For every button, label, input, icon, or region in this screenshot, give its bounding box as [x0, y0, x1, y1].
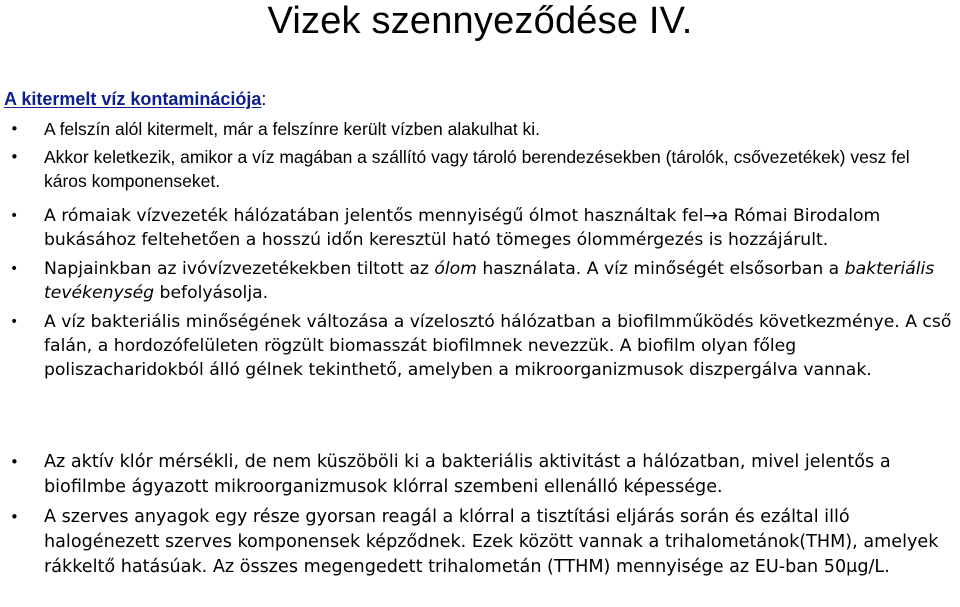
emphasis-text: ólom — [434, 259, 477, 279]
arrow-icon: → — [703, 206, 718, 226]
bullet-text-part: a Római Birodalom bukásához feltehetően a hosszú időn keresztül ható tömeges ólommérgezés is hozzájárult. — [44, 206, 881, 250]
bullet-item — [0, 310, 960, 382]
bullet-icon: • — [10, 120, 19, 138]
bullet-icon: • — [10, 453, 19, 471]
bullet-text: Akkor keletkezik, amikor a víz magában a szállító vagy tároló berendezésekben (tárolók, csővezetékek) vesz fel káros komponenseket. — [44, 147, 910, 191]
bullet-item — [0, 145, 960, 193]
bullet-text-part: Napjainkban az ivóvízvezetékekben tiltott az — [44, 259, 435, 279]
bullet-item — [0, 204, 960, 252]
slide-title: Vizek szennyeződése IV. — [267, 0, 693, 42]
section-heading — [4, 88, 266, 110]
section-heading-label: A kitermelt víz kontaminációja — [4, 89, 262, 109]
bullet-icon: • — [10, 261, 19, 277]
bullet-text: Az aktív klór mérsékli, de nem küszöböli ki a bakteriális aktivitást a hálózatban, mivel jelentős a biofilmbe ágyazott mikroorganizmusok klórral szembeni ellenálló képessége. — [44, 452, 891, 497]
bullet-item — [0, 257, 960, 305]
bullet-list-intro — [0, 117, 960, 197]
bullet-text-part: használata. A víz minőségét elsősorban a — [476, 259, 845, 279]
bullet-text: A víz bakteriális minőségének változása a vízelosztó hálózatban a biofilmműködés következménye. A cső falán, a hordozófelületen rögzült biomasszát biofilmnek nevezzük. A biofilm olyan főleg poliszacharidokból álló gélnek tekinthető, amelyben a mikroorganizmusok diszpergálva vannak. — [44, 312, 952, 380]
bullet-list-main — [0, 204, 960, 387]
bullet-icon: • — [10, 508, 19, 526]
bullet-item — [0, 450, 960, 500]
bullet-text-part: A rómaiak vízvezeték hálózatában jelentős mennyiségű ólmot használtak fel — [44, 206, 704, 226]
bullet-text-part: befolyásolja. — [154, 283, 269, 303]
section-heading-colon: : — [261, 89, 267, 109]
bullet-text: A szerves anyagok egy része gyorsan reagál a klórral a tisztítási eljárás során és ezáltal illó halogénezett szerves komponensek képződnek. Ezek között vannak a trihalometánok(THM), amelyek rákkeltő hatásúak. Az összes megengedett trihalometán (TTHM) mennyisége az EU-ban 50μg/L. — [44, 507, 939, 577]
bullet-list-chlorine — [0, 450, 960, 585]
bullet-icon: • — [10, 314, 19, 330]
bullet-icon: • — [10, 208, 19, 224]
bullet-text: A felszín alól kitermelt, már a felszínre került vízben alakulhat ki. — [44, 119, 541, 139]
bullet-item — [0, 505, 960, 580]
bullet-icon: • — [10, 148, 19, 166]
emphasis-text: bakteriális tevékenység — [44, 259, 935, 303]
bullet-item — [0, 117, 960, 141]
